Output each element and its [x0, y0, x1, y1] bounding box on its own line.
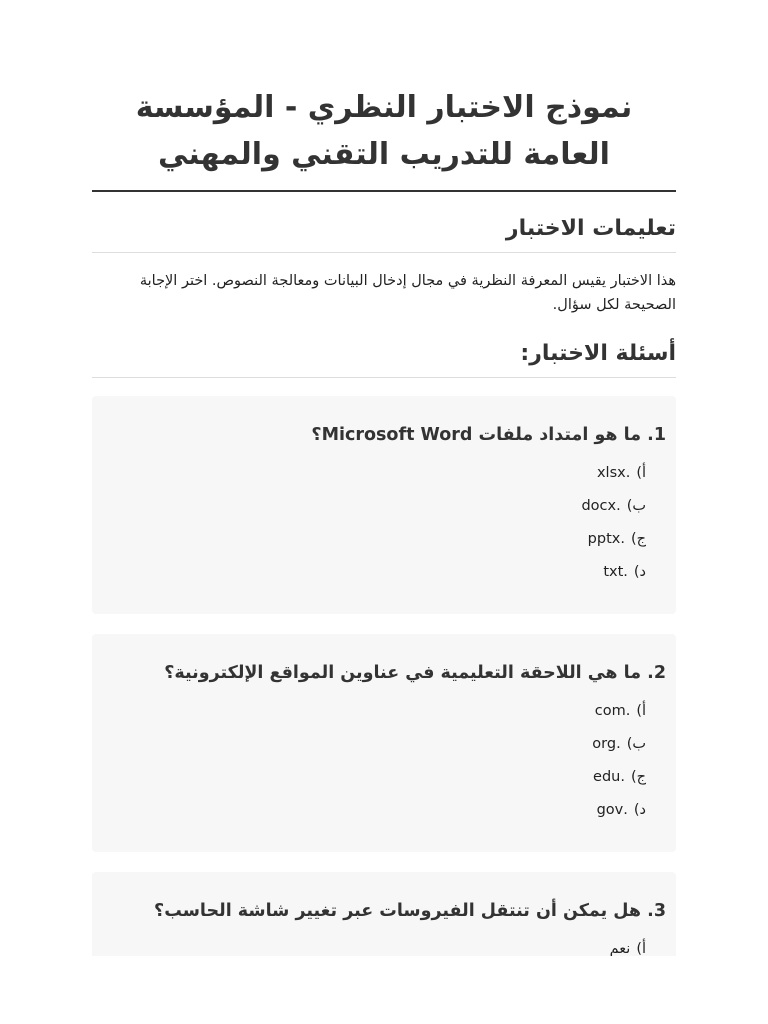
question-card-1 [92, 396, 676, 614]
questions-heading: أسئلة الاختبار: [92, 339, 676, 378]
options-list [122, 700, 666, 821]
option-letter: ج) [630, 769, 646, 785]
answer-option[interactable] [122, 766, 646, 788]
exam-page [92, 0, 676, 956]
page-title: نموذج الاختبار النظري - المؤسسة العامة للتدريب التقني والمهني [92, 84, 676, 192]
option-letter: ب) [626, 736, 646, 752]
answer-option[interactable] [122, 733, 646, 755]
answer-option[interactable] [122, 495, 646, 517]
option-letter: د) [633, 802, 646, 818]
instructions-text: هذا الاختبار يقيس المعرفة النظرية في مجال إدخال البيانات ومعالجة النصوص. اختر الإجابة الصحيحة لكل سؤال. [139, 273, 676, 313]
option-value: .txt [603, 564, 628, 580]
option-letter: أ) [636, 941, 646, 956]
option-value: .xlsx [596, 465, 631, 481]
option-letter: أ) [636, 465, 646, 481]
answer-option[interactable] [122, 462, 646, 484]
options-list [122, 462, 666, 583]
question-card-2 [92, 634, 676, 852]
answer-option[interactable] [122, 528, 646, 550]
option-value: .gov [596, 802, 628, 818]
answer-option[interactable] [122, 561, 646, 583]
option-value: .edu [593, 769, 625, 785]
answer-option[interactable] [122, 938, 646, 956]
question-text: 3. هل يمكن أن تنتقل الفيروسات عبر تغيير شاشة الحاسب؟ [154, 901, 666, 921]
option-letter: ب) [626, 498, 646, 514]
option-value: .pptx [587, 531, 625, 547]
instructions-heading: تعليمات الاختبار [92, 214, 676, 253]
option-value: .docx [581, 498, 621, 514]
answer-option[interactable] [122, 700, 646, 722]
option-letter: د) [633, 564, 646, 580]
question-card-3 [92, 872, 676, 956]
option-value: نعم [609, 941, 631, 956]
options-list [122, 938, 666, 956]
option-letter: أ) [636, 703, 646, 719]
question-text: 1. ما هو امتداد ملفات Microsoft Word؟ [311, 425, 666, 445]
option-value: .com [594, 703, 631, 719]
option-letter: ج) [630, 531, 646, 547]
option-value: .org [592, 736, 621, 752]
answer-option[interactable] [122, 799, 646, 821]
question-text: 2. ما هي اللاحقة التعليمية في عناوين المواقع الإلكترونية؟ [164, 663, 666, 683]
